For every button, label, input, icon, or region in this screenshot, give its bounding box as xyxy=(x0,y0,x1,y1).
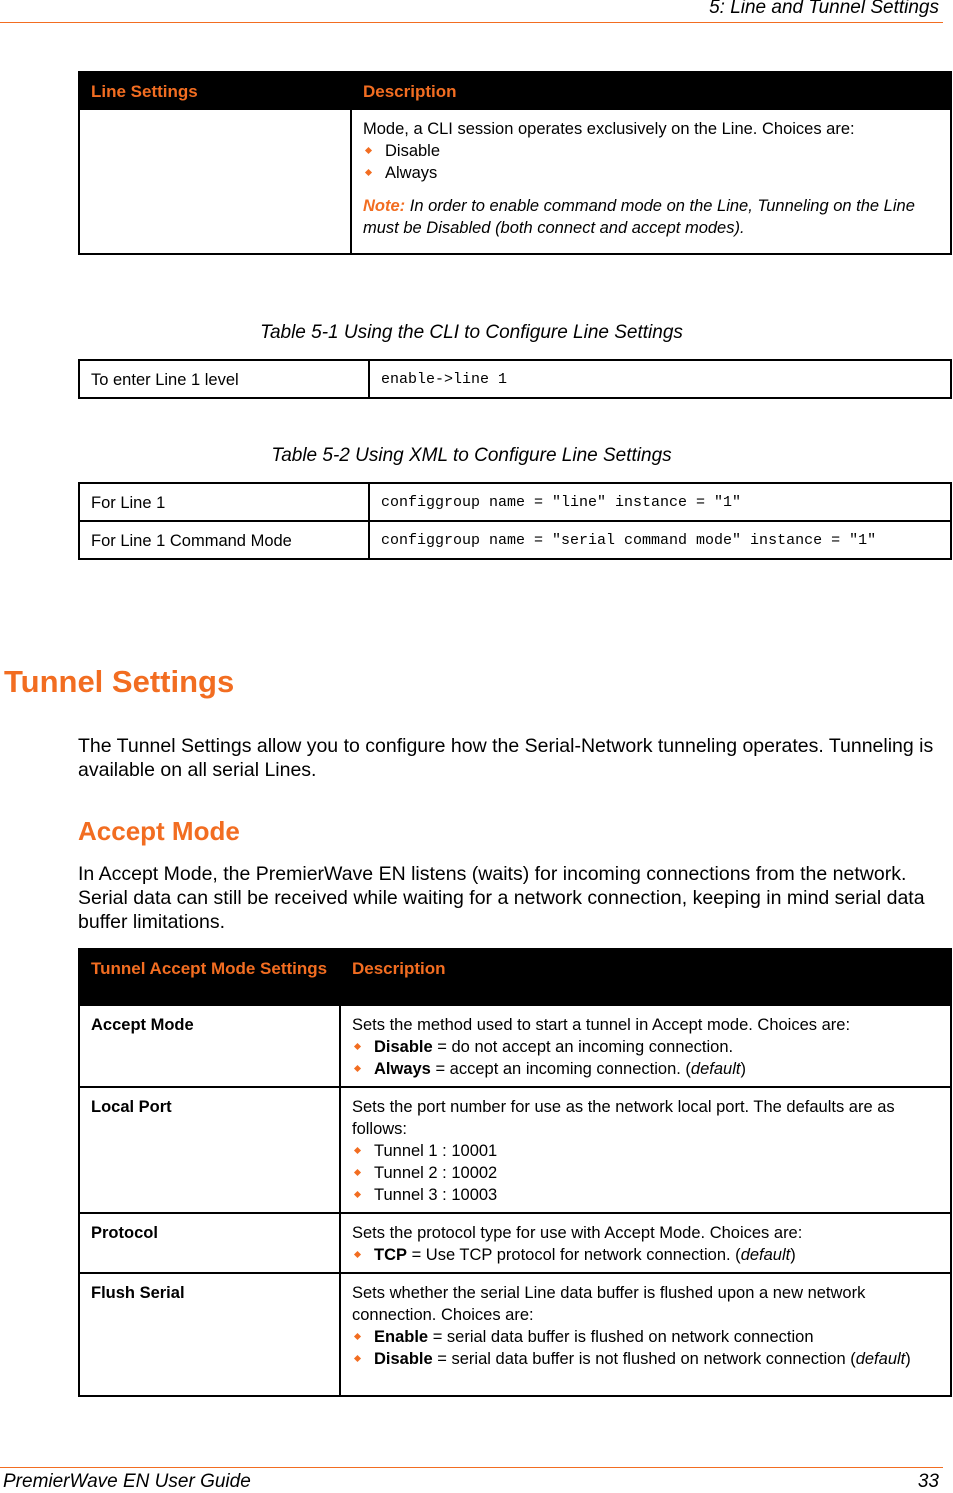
description-cell xyxy=(340,1213,951,1273)
setting-name: Protocol xyxy=(79,1213,340,1273)
setting-name: Accept Mode xyxy=(79,1005,340,1087)
command-cell: configgroup name = "serial command mode" instance = "1" xyxy=(369,521,951,559)
subsection-heading: Accept Mode xyxy=(78,816,240,846)
line-settings-table xyxy=(78,71,952,255)
table-row xyxy=(79,109,951,254)
command-cell: configgroup name = "line" instance = "1" xyxy=(369,483,951,521)
list-item: Disable xyxy=(363,140,939,162)
command-cell: enable->line 1 xyxy=(369,360,951,398)
row-label: For Line 1 xyxy=(79,483,369,521)
choice-list xyxy=(352,1326,939,1370)
note-text: In order to enable command mode on the Line, Tunneling on the Line must be Disabled (both connect and accept modes). xyxy=(363,197,915,237)
list-item xyxy=(352,1036,939,1058)
table-row xyxy=(79,360,951,398)
choice-list xyxy=(363,140,939,184)
section-intro: The Tunnel Settings allow you to configure how the Serial-Network tunneling operates. Tunneling is available on all serial Lines. xyxy=(78,735,934,781)
description-cell xyxy=(351,109,951,254)
choice-key: Disable xyxy=(374,1350,433,1368)
description-text: Mode, a CLI session operates exclusively on the Line. Choices are: xyxy=(363,120,855,138)
subsection-intro: In Accept Mode, the PremierWave EN listens (waits) for incoming connections from the network. Serial data can still be received while waiting for a network connection, keeping in mind serial data buffer limitations. xyxy=(78,863,925,933)
table-header-row xyxy=(79,72,951,109)
footer-doc-title: PremierWave EN User Guide xyxy=(3,1471,251,1492)
choice-list xyxy=(352,1036,939,1080)
default-tag: default xyxy=(740,1246,791,1264)
column-header: Tunnel Accept Mode Settings xyxy=(79,949,340,1005)
column-header: Description xyxy=(340,949,951,1005)
default-tag: default xyxy=(690,1060,741,1078)
list-item: Tunnel 3 : 10003 xyxy=(352,1184,939,1206)
description-text: Sets the protocol type for use with Accept Mode. Choices are: xyxy=(352,1224,803,1242)
choice-list xyxy=(352,1244,939,1266)
paren-close: ) xyxy=(740,1060,746,1078)
table-row xyxy=(79,1087,951,1213)
row-label: To enter Line 1 level xyxy=(79,360,369,398)
footer-page-number: 33 xyxy=(917,1471,939,1492)
section-heading: Tunnel Settings xyxy=(4,664,235,699)
default-tag: default xyxy=(855,1350,906,1368)
column-header: Line Settings xyxy=(79,72,351,109)
list-item xyxy=(352,1348,939,1370)
description-text: Sets the port number for use as the network local port. The defaults are as follows: xyxy=(352,1098,895,1138)
choice-key: TCP xyxy=(374,1246,407,1264)
accept-mode-table xyxy=(78,948,952,1397)
description-cell xyxy=(340,1273,951,1396)
choice-text: = do not accept an incoming connection. xyxy=(432,1038,734,1056)
choice-text: = accept an incoming connection. ( xyxy=(430,1060,691,1078)
setting-name: Flush Serial xyxy=(79,1273,340,1396)
table-row xyxy=(79,1005,951,1087)
description-text: Sets whether the serial Line data buffer is flushed upon a new network connection. Choices are: xyxy=(352,1284,866,1324)
choice-text: = serial data buffer is flushed on network connection xyxy=(428,1328,814,1346)
table-header-row xyxy=(79,949,951,1005)
list-item xyxy=(352,1058,939,1080)
table-row xyxy=(79,521,951,559)
xml-table xyxy=(78,482,952,560)
note xyxy=(363,195,939,239)
column-header: Description xyxy=(351,72,951,109)
table-row xyxy=(79,1273,951,1396)
port-list xyxy=(352,1140,939,1206)
note-label: Note: xyxy=(363,197,406,215)
choice-key: Disable xyxy=(374,1038,433,1056)
table-caption: Table 5-1 Using the CLI to Configure Line Settings xyxy=(260,322,683,343)
paren-close: ) xyxy=(905,1350,911,1368)
table-row xyxy=(79,483,951,521)
cli-table xyxy=(78,359,952,399)
list-item: Always xyxy=(363,162,939,184)
list-item xyxy=(352,1326,939,1348)
page-header-chapter: 5: Line and Tunnel Settings xyxy=(709,0,939,18)
choice-text: = serial data buffer is not flushed on network connection ( xyxy=(432,1350,856,1368)
setting-name: Local Port xyxy=(79,1087,340,1213)
row-label: For Line 1 Command Mode xyxy=(79,521,369,559)
paren-close: ) xyxy=(790,1246,796,1264)
table-caption: Table 5-2 Using XML to Configure Line Settings xyxy=(271,445,672,466)
choice-text: = Use TCP protocol for network connection. ( xyxy=(407,1246,741,1264)
choice-key: Enable xyxy=(374,1328,429,1346)
list-item: Tunnel 2 : 10002 xyxy=(352,1162,939,1184)
list-item xyxy=(352,1244,939,1266)
description-text: Sets the method used to start a tunnel in Accept mode. Choices are: xyxy=(352,1016,851,1034)
description-cell xyxy=(340,1005,951,1087)
description-cell xyxy=(340,1087,951,1213)
header-rule xyxy=(0,22,943,23)
table-row xyxy=(79,1213,951,1273)
list-item: Tunnel 1 : 10001 xyxy=(352,1140,939,1162)
choice-key: Always xyxy=(374,1060,431,1078)
footer-rule xyxy=(0,1467,943,1468)
setting-cell xyxy=(79,109,351,254)
